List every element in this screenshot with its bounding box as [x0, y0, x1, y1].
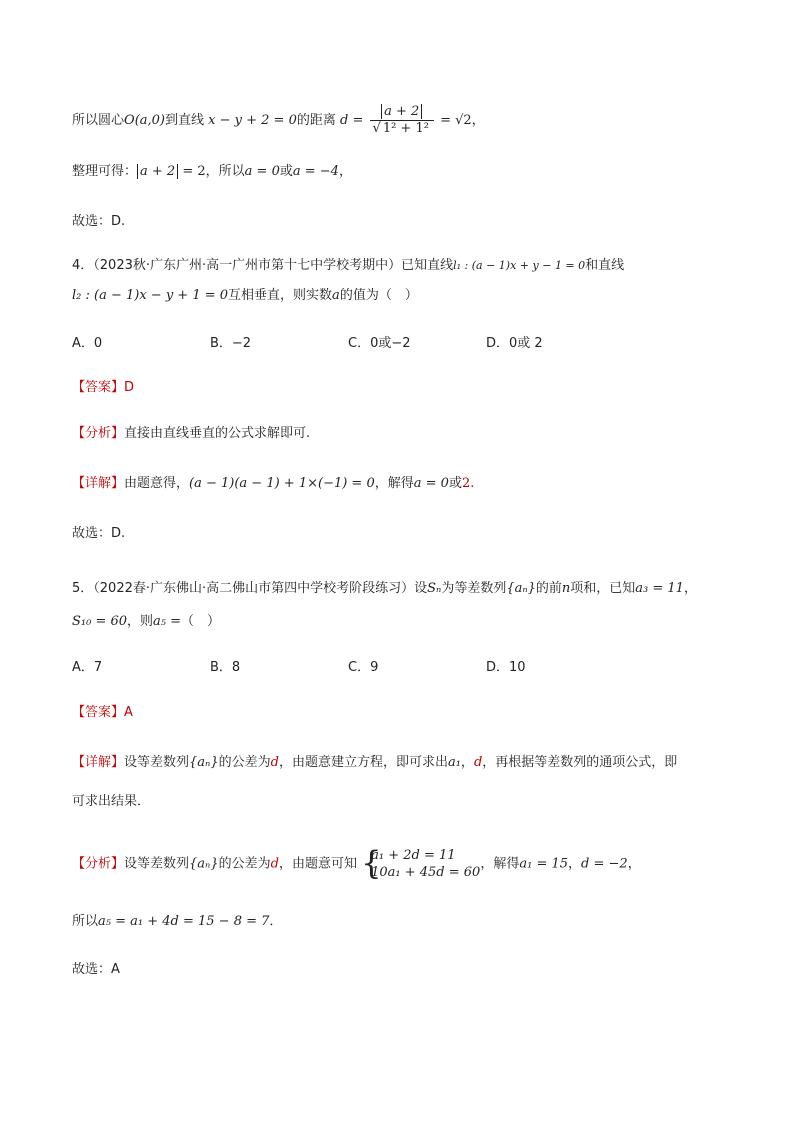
text: 项和，已知	[570, 581, 636, 596]
question-4-line-2	[72, 286, 418, 306]
math-abs: a + 2	[137, 164, 178, 179]
text: ，	[460, 755, 474, 770]
text: 5．（2022春·广东佛山·高二佛山市第四中学校考阶段练习）设	[72, 581, 428, 596]
frac-denominator: 1² + 1²	[382, 121, 429, 136]
text: ，	[471, 113, 485, 128]
math-d: d	[270, 856, 279, 872]
q4-option-d: D．0或 2	[486, 336, 543, 351]
math-a: a	[332, 288, 340, 303]
math-line-l1: l₁ : (a − 1)x + y − 1 = 0	[453, 259, 586, 272]
math-an: {aₙ}	[189, 755, 219, 770]
q4-option-a: A．0	[72, 336, 103, 351]
math-S10: S₁₀ = 60	[72, 614, 128, 629]
text: ，再根据等差数列的通项公式，即	[482, 755, 678, 770]
text: ，所以	[205, 164, 245, 179]
math-d: d	[270, 755, 279, 770]
math-line-eq: x − y + 2 = 0	[208, 113, 297, 128]
math-center: (a,0)	[134, 113, 165, 128]
analysis-text: 直接由直线垂直的公式求解即可.	[124, 426, 311, 441]
math-a1: a₁	[447, 755, 461, 770]
q5-option-c: C．9	[348, 660, 379, 675]
text: 的公差为	[218, 856, 271, 872]
text: 的公差为	[218, 755, 271, 770]
math: 2.	[461, 476, 475, 491]
math-eq: =	[440, 113, 451, 128]
q5-analysis	[72, 844, 641, 882]
text: 4．（2023秋·广东广州·高一广州市第十七中学校考期中）已知直线	[72, 258, 454, 273]
text: 设等差数列	[124, 755, 190, 770]
math-n: n	[561, 581, 571, 596]
question-5-line-2	[72, 612, 220, 632]
frac-numerator: a + 2	[381, 104, 422, 119]
text: ，由题意可知	[278, 856, 357, 872]
math-Sn: Sₙ	[427, 581, 442, 596]
q5-detail-line-2: 可求出结果．	[72, 794, 151, 809]
choose-line-3: 故选：D.	[72, 214, 126, 229]
text: 由题意得，	[124, 476, 190, 491]
math-result: a₅ = a₁ + 4d = 15 − 8 = 7	[98, 914, 270, 929]
math-a1: a₁ = 15	[519, 856, 569, 872]
math-d: d =	[340, 113, 364, 128]
math-line-l2: l₂ : (a − 1)x − y + 1 = 0	[72, 288, 229, 303]
math-sqrt2: √2	[455, 113, 472, 128]
text: ，	[568, 856, 582, 872]
distance-fraction: $\frac{a + 2}{\text{√ 1² + 1²}}$	[370, 104, 434, 137]
text: 为等差数列	[441, 581, 507, 596]
math-an: {aₙ}	[506, 581, 536, 596]
text: 的距离	[296, 113, 336, 128]
system-row-1: a₁ + 2d = 11	[371, 848, 456, 863]
answer-tag: 【答案】	[72, 380, 125, 395]
math-a3: a₃ = 11	[635, 581, 684, 596]
text: 的前	[535, 581, 562, 596]
text: ，	[338, 164, 352, 179]
q4-detail	[72, 474, 474, 494]
math: a = 0	[413, 476, 449, 491]
solution-line-distance	[72, 104, 485, 137]
q4-answer	[72, 378, 134, 398]
q4-analysis	[72, 424, 310, 444]
math-equation: (a − 1)(a − 1) + 1×(−1) = 0	[189, 476, 375, 491]
q5-answer	[72, 703, 133, 723]
math-O: O	[124, 113, 135, 128]
analysis-tag: 【分析】	[72, 426, 125, 441]
question-4-line-1	[72, 256, 624, 276]
text: ，则	[127, 614, 154, 629]
question-5-line-1	[72, 579, 697, 599]
text: ，由题意建立方程，即可求出	[278, 755, 448, 770]
q5-option-b: B．8	[210, 660, 241, 675]
q4-choose: 故选：D.	[72, 526, 126, 541]
math-a5: a₅ =	[153, 614, 182, 629]
q4-option-b: B．−2	[210, 336, 252, 351]
text: 或	[448, 476, 462, 491]
text: 和直线	[585, 258, 625, 273]
detail-tag: 【详解】	[72, 476, 125, 491]
text: 互相垂直，则实数	[228, 288, 333, 303]
math-an: {aₙ}	[189, 856, 219, 872]
text: ，解得	[480, 856, 520, 872]
q5-choose: 故选：A	[72, 962, 120, 977]
text: 或	[279, 164, 293, 179]
answer-value: A	[124, 705, 133, 720]
text: 到直线	[165, 113, 205, 128]
answer-value: D	[124, 380, 135, 395]
text: 所以	[72, 914, 99, 929]
text: ，	[627, 856, 641, 872]
q5-option-a: A．7	[72, 660, 103, 675]
math: a = 0	[244, 164, 280, 179]
text: ．	[269, 914, 283, 929]
equation-system: { a₁ + 2d = 11 10a₁ + 45d = 60	[361, 844, 481, 882]
math-d: d	[473, 755, 483, 770]
q4-option-c: C．0或−2	[348, 336, 411, 351]
text: ，	[683, 581, 697, 596]
system-row-2: 10a₁ + 45d = 60	[371, 865, 481, 880]
solution-line-simplify	[72, 162, 352, 182]
analysis-tag: 【分析】	[72, 856, 125, 872]
text: 整理可得：	[72, 164, 138, 179]
q5-detail-line-1	[72, 753, 677, 773]
text: （ ）	[181, 614, 221, 629]
text: ，解得	[374, 476, 414, 491]
answer-tag: 【答案】	[72, 705, 125, 720]
math: = 2	[182, 164, 206, 179]
q5-option-d: D．10	[486, 660, 526, 675]
math-d: d = −2	[581, 856, 628, 872]
math: a = −4	[292, 164, 339, 179]
detail-tag: 【详解】	[72, 755, 125, 770]
q5-result	[72, 912, 282, 932]
text: 的值为（ ）	[339, 288, 418, 303]
text: 所以圆心	[72, 113, 125, 128]
text: 设等差数列	[124, 856, 190, 872]
